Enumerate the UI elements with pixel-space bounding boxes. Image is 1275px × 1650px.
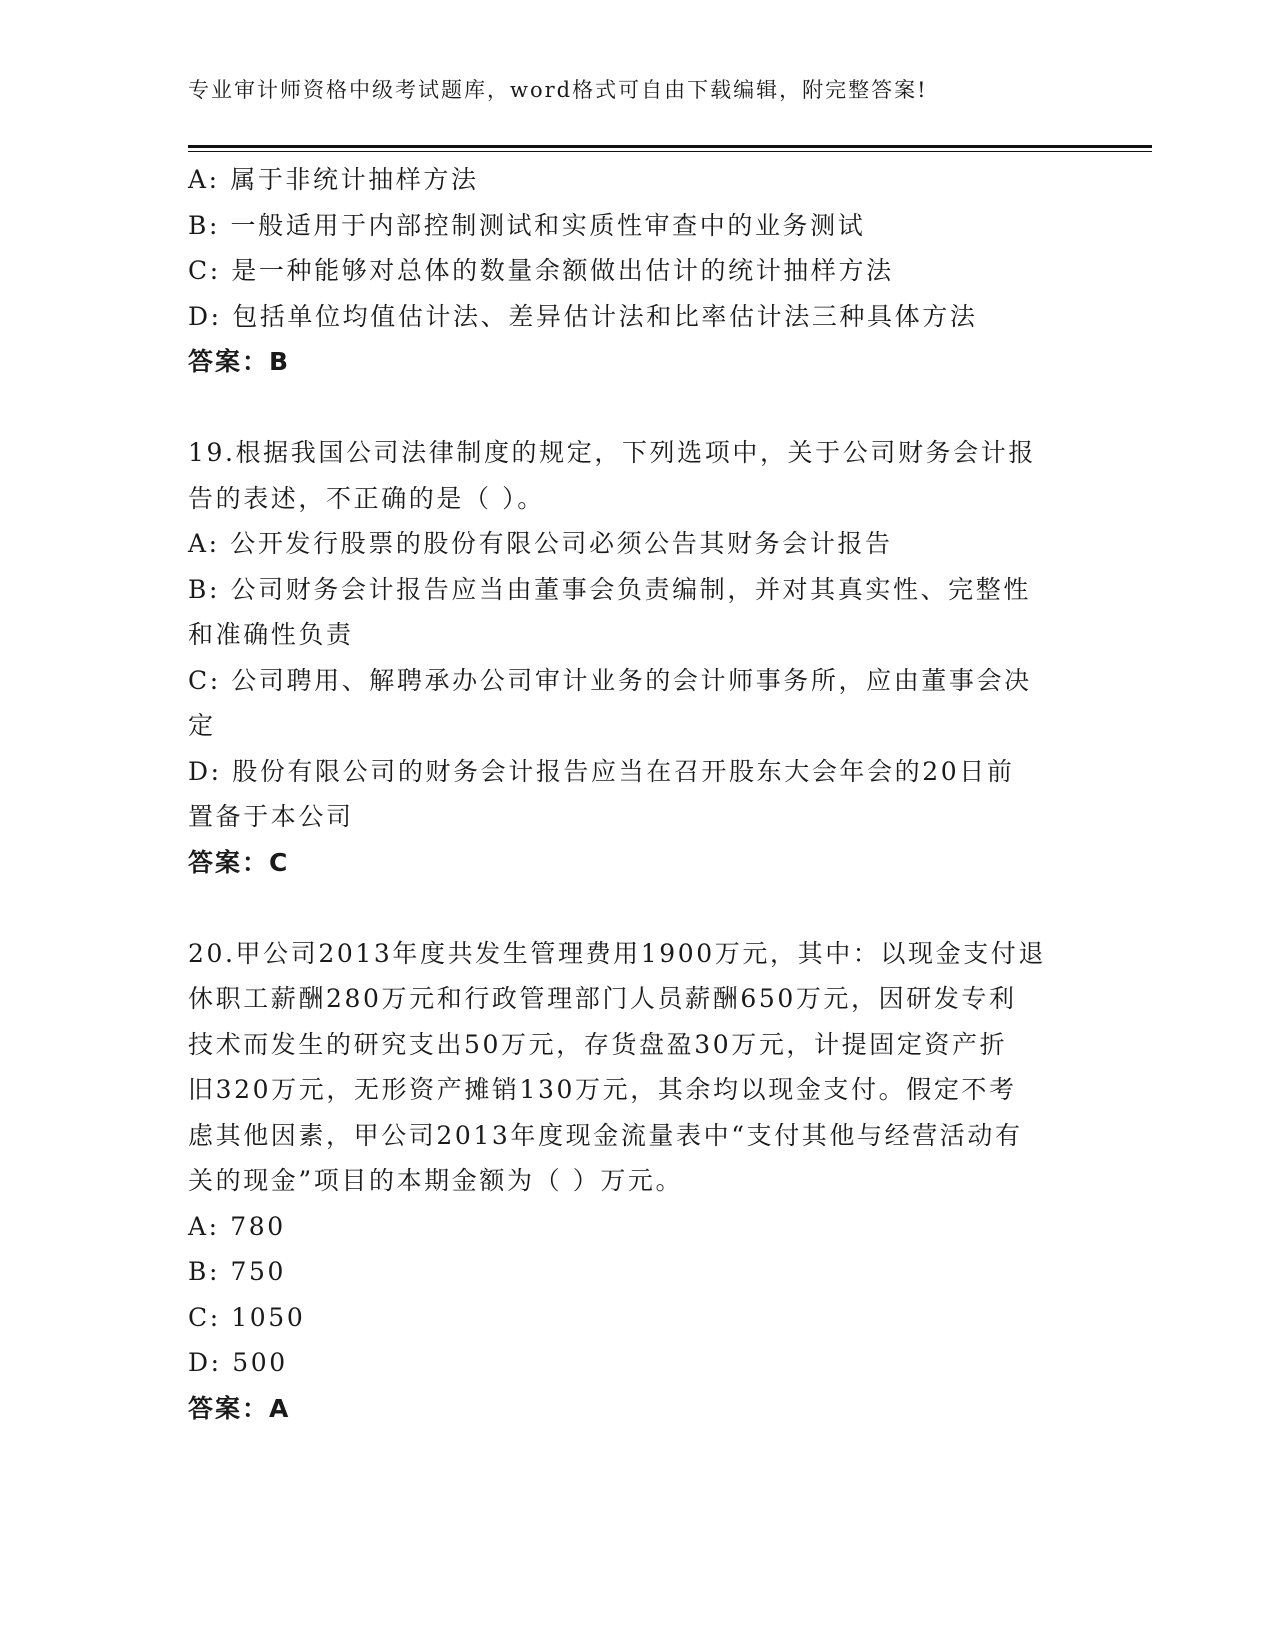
q19-stem-line1: 19.根据我国公司法律制度的规定，下列选项中，关于公司财务会计报 xyxy=(188,438,1036,467)
q20-option-b: B: 750 xyxy=(188,1257,287,1286)
q19-answer: 答案：C xyxy=(188,847,290,877)
q20-option-d: D: 500 xyxy=(188,1348,288,1377)
q18-option-a: A: 属于非统计抽样方法 xyxy=(188,165,479,194)
q20-stem-line3: 技术而发生的研究支出50万元，存货盘盈30万元，计提固定资产折 xyxy=(188,1029,1008,1059)
q18-option-c: C: 是一种能够对总体的数量余额做出估计的统计抽样方法 xyxy=(188,256,894,285)
spacer xyxy=(188,885,1088,931)
page-header: 专业审计师资格中级考试题库，word格式可自由下载编辑，附完整答案! xyxy=(188,78,928,102)
q19-option-d-line1: D: 股份有限公司的财务会计报告应当在召开股东大会年会的20日前 xyxy=(188,756,1015,786)
q20-answer: 答案：A xyxy=(188,1393,291,1423)
q19-option-b-line2: 和准确性负责 xyxy=(188,620,354,649)
q20-option-a: A: 780 xyxy=(188,1211,286,1241)
q19-option-c-line1: C: 公司聘用、解聘承办公司审计业务的会计师事务所，应由董事会决 xyxy=(188,665,1032,695)
q19-option-d-line2: 置备于本公司 xyxy=(188,802,354,831)
q20-stem-line1: 20.甲公司2013年度共发生管理费用1900万元，其中：以现金支付退 xyxy=(188,938,1047,968)
q19-option-c-line2: 定 xyxy=(188,711,216,740)
q18-option-d: D: 包括单位均值估计法、差异估计法和比率估计法三种具体方法 xyxy=(188,301,978,331)
header-rule-thick xyxy=(188,145,1152,148)
document-body xyxy=(188,157,1088,1431)
q20-stem-line6: 关的现金”项目的本期金额为（ ）万元。 xyxy=(188,1166,684,1195)
q19-stem-line2: 告的表述，不正确的是（ ）。 xyxy=(188,483,545,513)
q20-stem-line5: 虑其他因素，甲公司2013年度现金流量表中“支付其他与经营活动有 xyxy=(188,1120,1023,1150)
q18-option-b: B: 一般适用于内部控制测试和实质性审查中的业务测试 xyxy=(188,210,866,240)
q20-stem-line2: 休职工薪酬280万元和行政管理部门人员薪酬650万元，因研发专利 xyxy=(188,984,1017,1013)
spacer xyxy=(188,385,1088,431)
q18-answer: 答案：B xyxy=(188,347,291,376)
q20-stem-line4: 旧320万元，无形资产摊销130万元，其余均以现金支付。假定不考 xyxy=(188,1075,1017,1104)
header-rule-thin xyxy=(188,151,1152,152)
q20-option-c: C: 1050 xyxy=(188,1302,306,1332)
q19-option-b-line1: B: 公司财务会计报告应当由董事会负责编制，并对其真实性、完整性 xyxy=(188,574,1031,604)
q19-option-a: A: 公开发行股票的股份有限公司必须公告其财务会计报告 xyxy=(188,529,893,558)
